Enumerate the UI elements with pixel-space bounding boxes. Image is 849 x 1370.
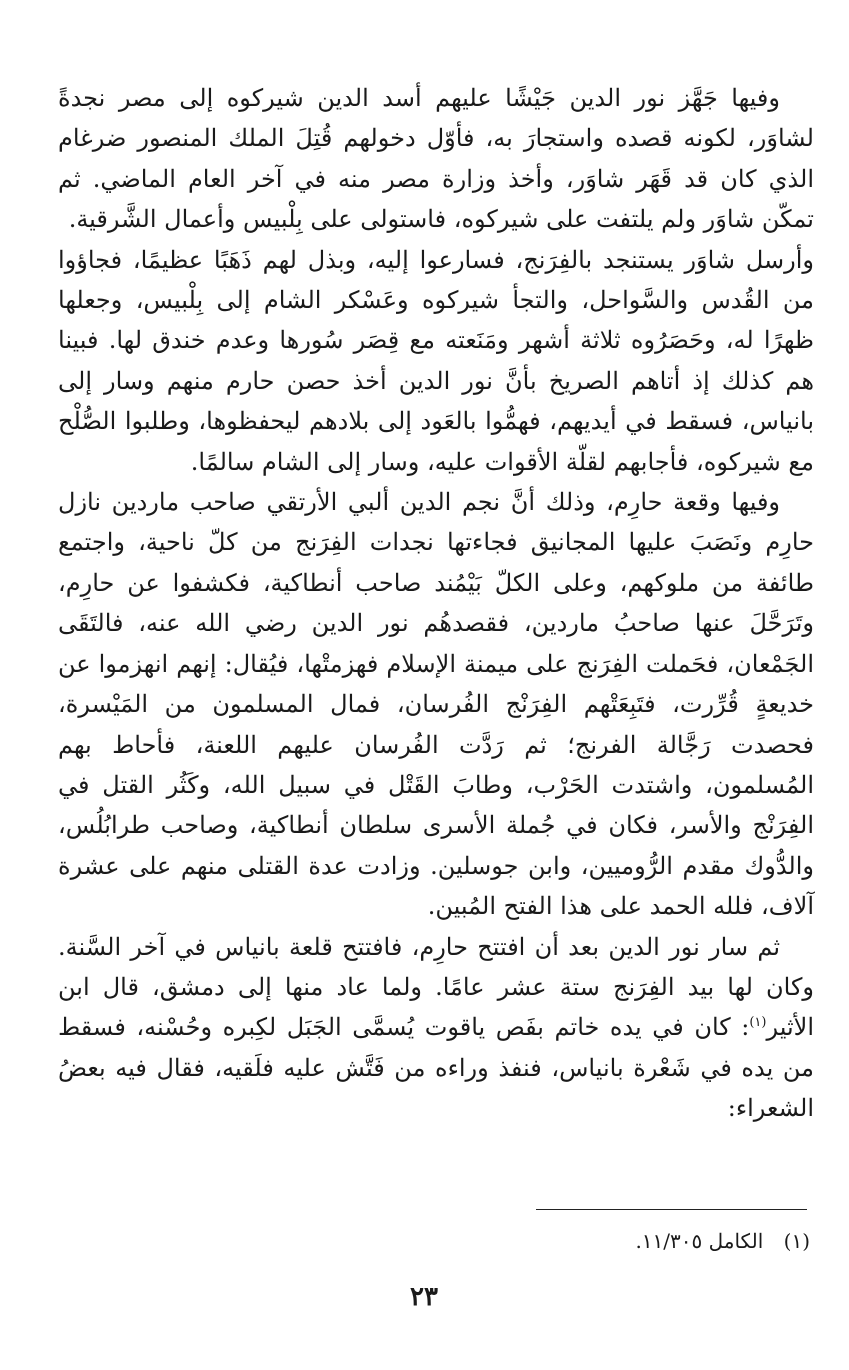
footnote-number: (١) — [783, 1229, 810, 1253]
main-text — [58, 78, 814, 1129]
paragraph-4-text: ثم سار نور الدين بعد أن افتتح حارِم، فافتتح قلعة بانياس في آخر السَّنة. وكان لها بيد الفِرَنج ستة عشر عامًا. ولما عاد منها إلى دمشق، قال ابن الأثير — [58, 932, 814, 1042]
footnote-text: الكامل ١١/٣٠٥. — [635, 1229, 764, 1253]
paragraph-4-continuation: : كان في يده خاتم بفَص ياقوت يُسمَّى الجَبَل لكِبره وحُسْنه، فسقط من يده في شَعْرة بانياس، فنفذ وراءه من فَتَّش عليه فلَقيه، فقال فيه بعضُ الشعراء: — [58, 1013, 814, 1123]
page-number: ٢٣ — [410, 1282, 438, 1312]
footnote — [430, 1227, 810, 1255]
footnote-reference[interactable]: (١) — [749, 1015, 767, 1031]
paragraph-4 — [58, 927, 814, 1129]
paragraph-2: وأرسل شاوَر يستنجد بالفِرَنج، فسارعوا إليه، وبذل لهم ذَهَبًا عظيمًا، فجاؤوا من القُدس والسَّواحل، والتجأ شيركوه وعَسْكر الشام إلى بِلْبيس، وجعلها ظهرًا له، وحَصَرُوه ثلاثة أشهر ومَنَعته مع قِصَر سُورها وعدم خندق لها. فبينا هم كذلك إذ أتاهم الصريخ بأنَّ نور الدين أخذ حصن حارم منهم وسار إلى بانياس، فسقط في أيديهم، فهمُّوا بالعَود إلى بلادهم ليحفظوها، وطلبوا الصُّلْح مع شيركوه، فأجابهم لقلّة الأقوات عليه، وسار إلى الشام سالمًا. — [58, 245, 814, 476]
footnote-divider — [536, 1209, 807, 1210]
paragraph-3: وفيها وقعة حارِم، وذلك أنَّ نجم الدين ألبي الأرتقي صاحب ماردين نازل حارِم ونَصَبَ عليها المجانيق فجاءتها نجدات الفِرَنج من كلّ ناحية، واجتمع طائفة من ملوكهم، وعلى الكلّ بَيْمُند صاحب أنطاكية، فكشفوا عن حارِم، وتَرَحَّلَ عنها صاحبُ ماردين، فقصدهُم نور الدين رضي الله عنه، فالتَقَى الجَمْعان، فحَملت الفِرَنج على ميمنة الإسلام فهزمتْها، فيُقال: إنهم انهزموا عن خديعةٍ قُرِّرت، فتَبِعَتْهم الفِرَنْج الفُرسان، فمال المسلمون من المَيْسرة، فحصدت رَجَّالة الفرنج؛ ثم رَدَّت الفُرسان عليهم اللعنة، فأحاط بهم المُسلمون، واشتدت الحَرْب، وطابَ القَتْل في سبيل الله، وكَثُر القتل في الفِرَنْج والأسر، فكان في جُملة الأسرى سلطان أنطاكية، وصاحب طرابُلُس، والدُّوك مقدم الرُّوميين، وابن جوسلين. وزادت عدة القتلى منهم على عشرة آلاف، فلله الحمد على هذا الفتح المُبين. — [58, 488, 815, 921]
paragraph-1: وفيها جَهَّز نور الدين جَيْشًا عليهم أسد الدين شيركوه إلى مصر نجدةً لشاوَر، لكونه قصده واستجارَ به، فأوّل دخولهم قُتِلَ الملك المنصور ضرغام الذي كان قد قَهَر شاوَر، وأخذ وزارة مصر منه في آخر العام الماضي. ثم تمكّن شاوَر ولم يلتفت على شيركوه، فاستولى على بِلْبيس وأعمال الشَّرقية. — [58, 84, 814, 234]
